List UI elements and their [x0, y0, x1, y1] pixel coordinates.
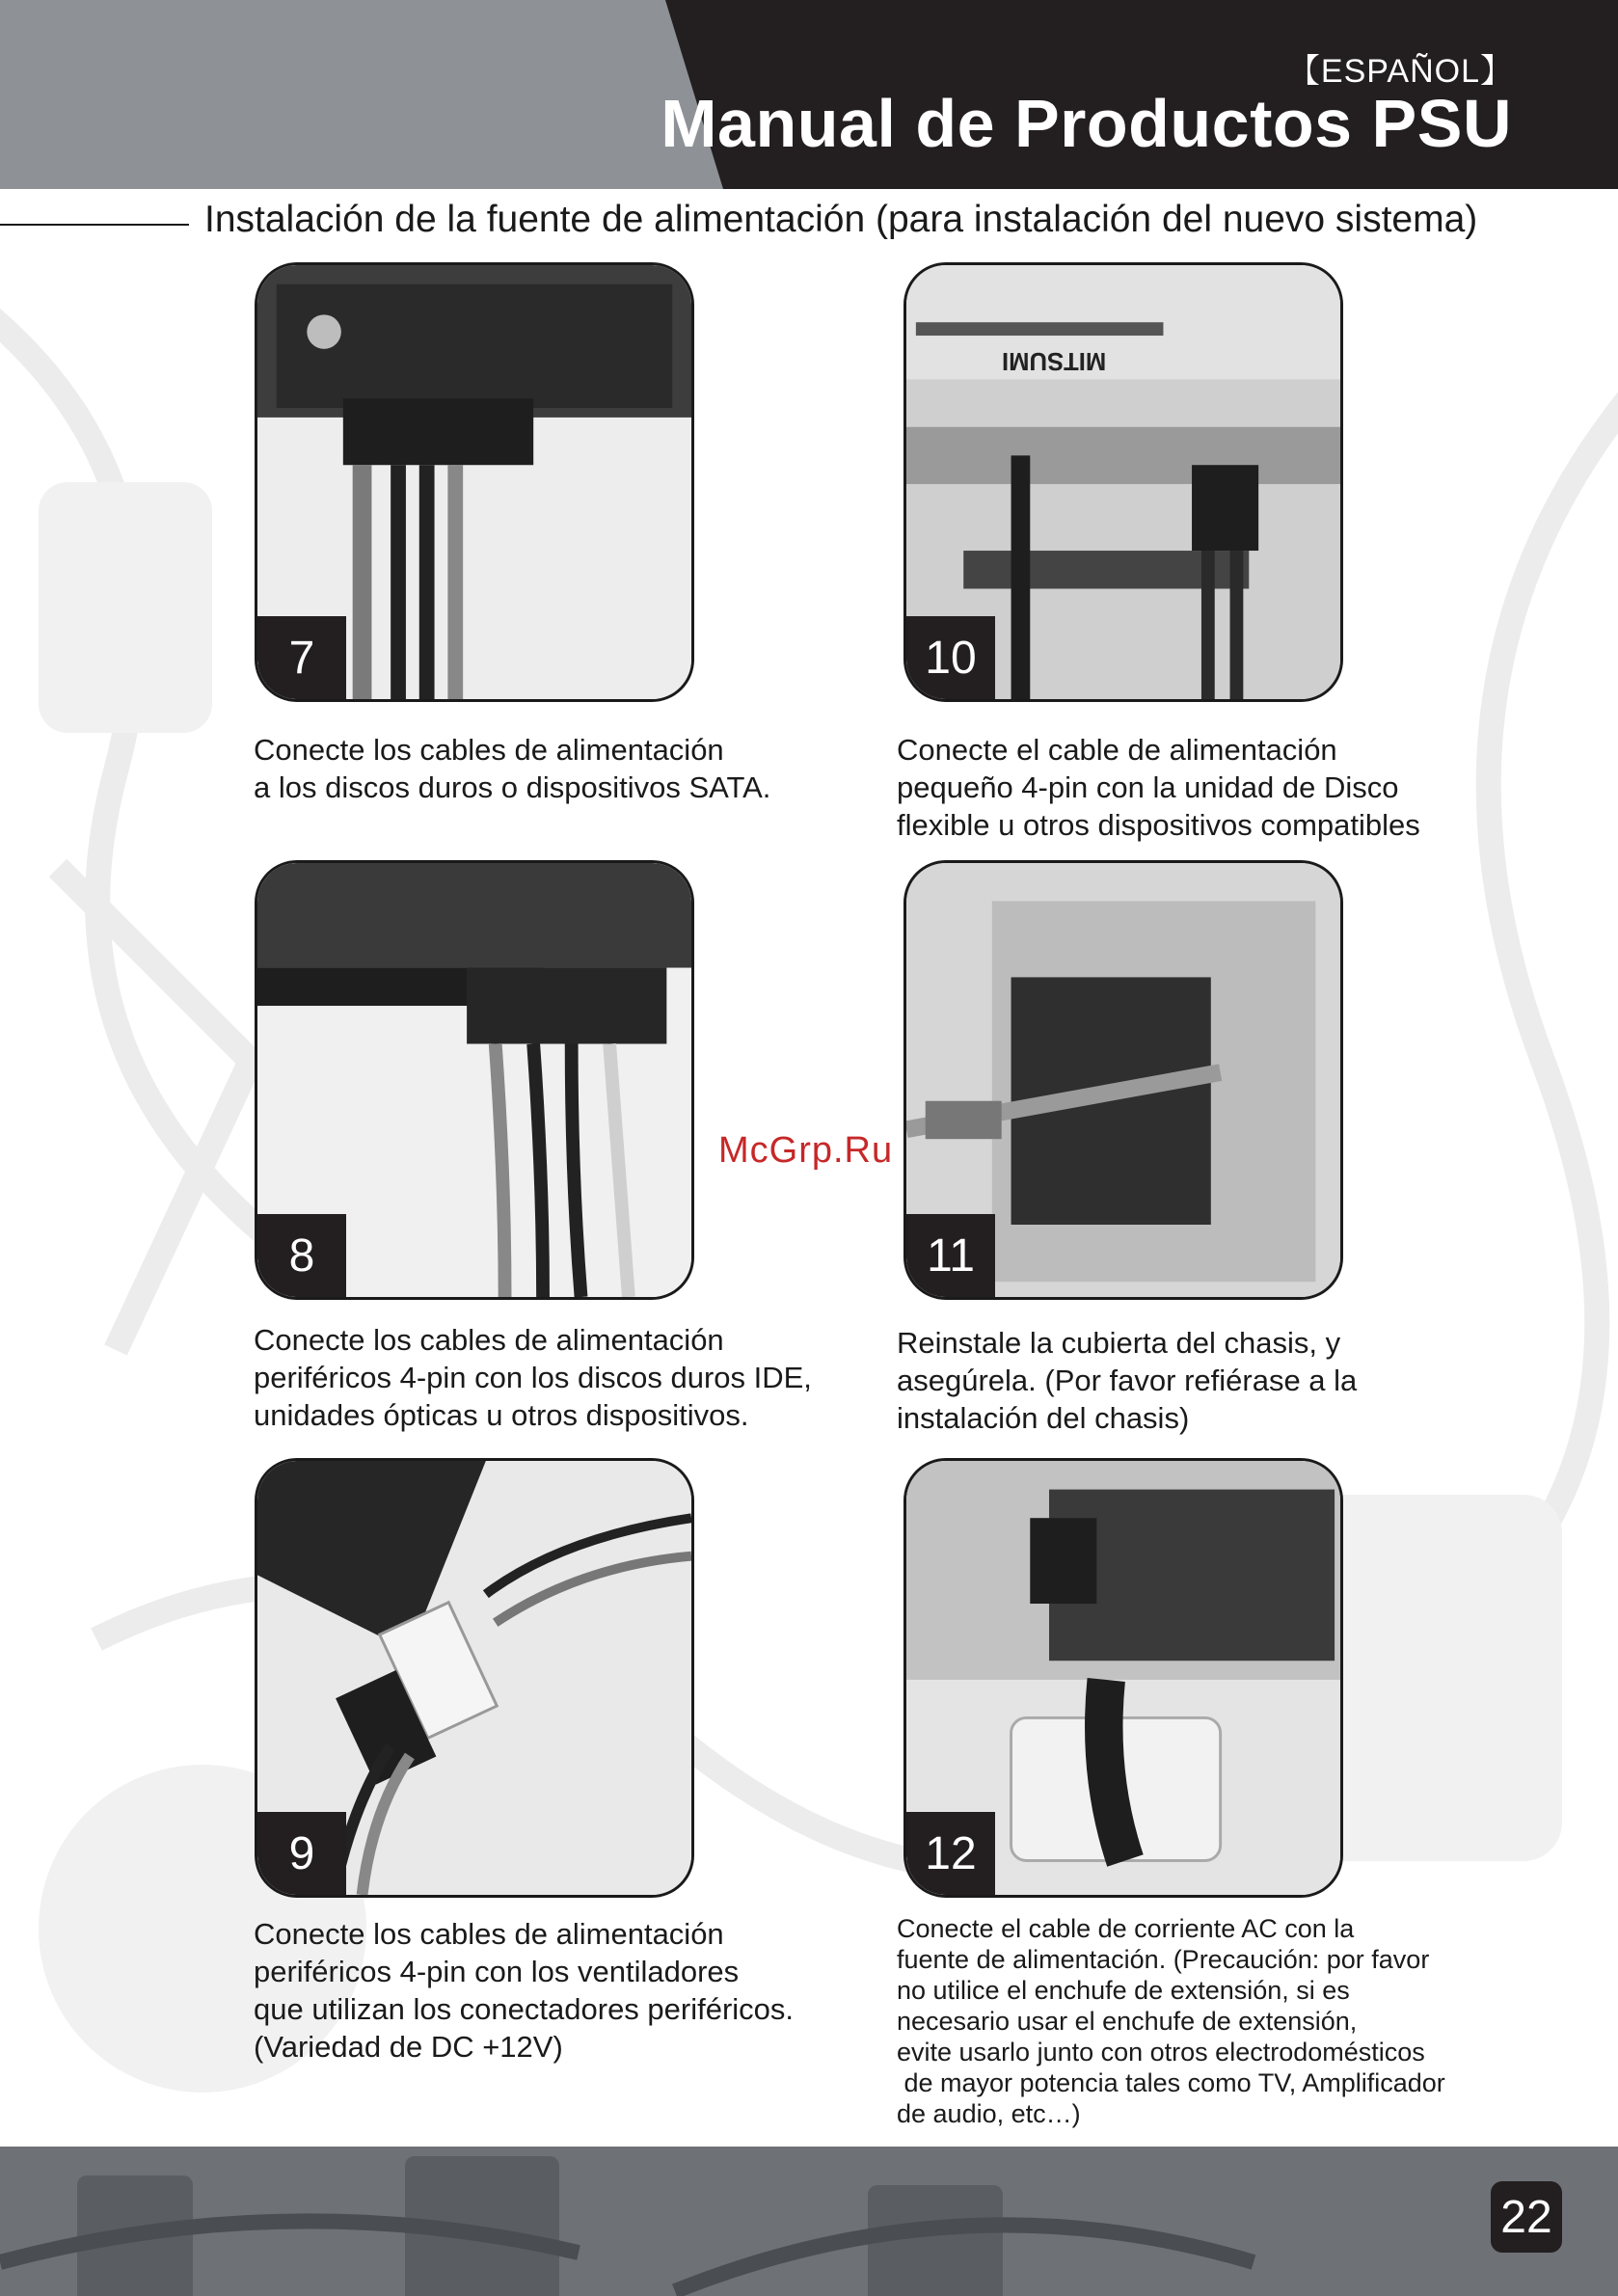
drive-brand-label: MITSUMI: [1001, 346, 1107, 374]
step-12-photo: [903, 1458, 1343, 1898]
step-7-photo: [255, 262, 694, 702]
page-number: 22: [1491, 2181, 1562, 2253]
manual-title: Manual de Productos PSU: [661, 86, 1512, 161]
step-10-caption: Conecte el cable de alimentación pequeño 4-pin con la unidad de Disco flexible u otros dispositivos compatibles: [897, 733, 1420, 842]
step-9-caption: Conecte los cables de alimentación periféricos 4-pin con los ventiladores que utilizan los conectadores periféricos. (Variedad de DC +12V): [254, 1917, 795, 2064]
step-10-photo: [903, 262, 1343, 702]
section-title: Instalación de la fuente de alimentación (para instalación del nuevo sistema): [204, 199, 1478, 240]
step-8-photo: [255, 860, 694, 1300]
step-8-caption: Conecte los cables de alimentación periféricos 4-pin con los discos duros IDE, unidades ópticas u otros dispositivos.: [254, 1323, 812, 1432]
footer-band: [0, 2147, 1618, 2296]
step-number-badge: 12: [906, 1812, 995, 1895]
step-7-caption: Conecte los cables de alimentación a los discos duros o dispositivos SATA.: [254, 733, 771, 804]
step-number-badge: 10: [906, 616, 995, 699]
section-rule: [0, 224, 189, 226]
step-9-photo: [255, 1458, 694, 1898]
footer-cable-art: [0, 2147, 1618, 2296]
step-11-photo: [903, 860, 1343, 1300]
step-number-badge: 8: [257, 1214, 346, 1297]
step-number-badge: 7: [257, 616, 346, 699]
step-number-badge: 9: [257, 1812, 346, 1895]
watermark-text: McGrp.Ru: [718, 1130, 894, 1171]
language-label: 【ESPAÑOL】: [1286, 53, 1514, 90]
step-11-caption: Reinstale la cubierta del chasis, y asegúrela. (Por favor refiérase a la instalación del chasis): [897, 1326, 1358, 1435]
step-12-caption: Conecte el cable de corriente AC con la fuente de alimentación. (Precaución: por favor no utilice el enchufe de extensión, si es necesario usar el enchufe de extensión, evite usarlo junto con otros electrodomésticos de mayor potencia tales como TV, Amplificador de audio, etc…): [897, 1914, 1445, 2128]
step-number-badge: 11: [906, 1214, 995, 1297]
